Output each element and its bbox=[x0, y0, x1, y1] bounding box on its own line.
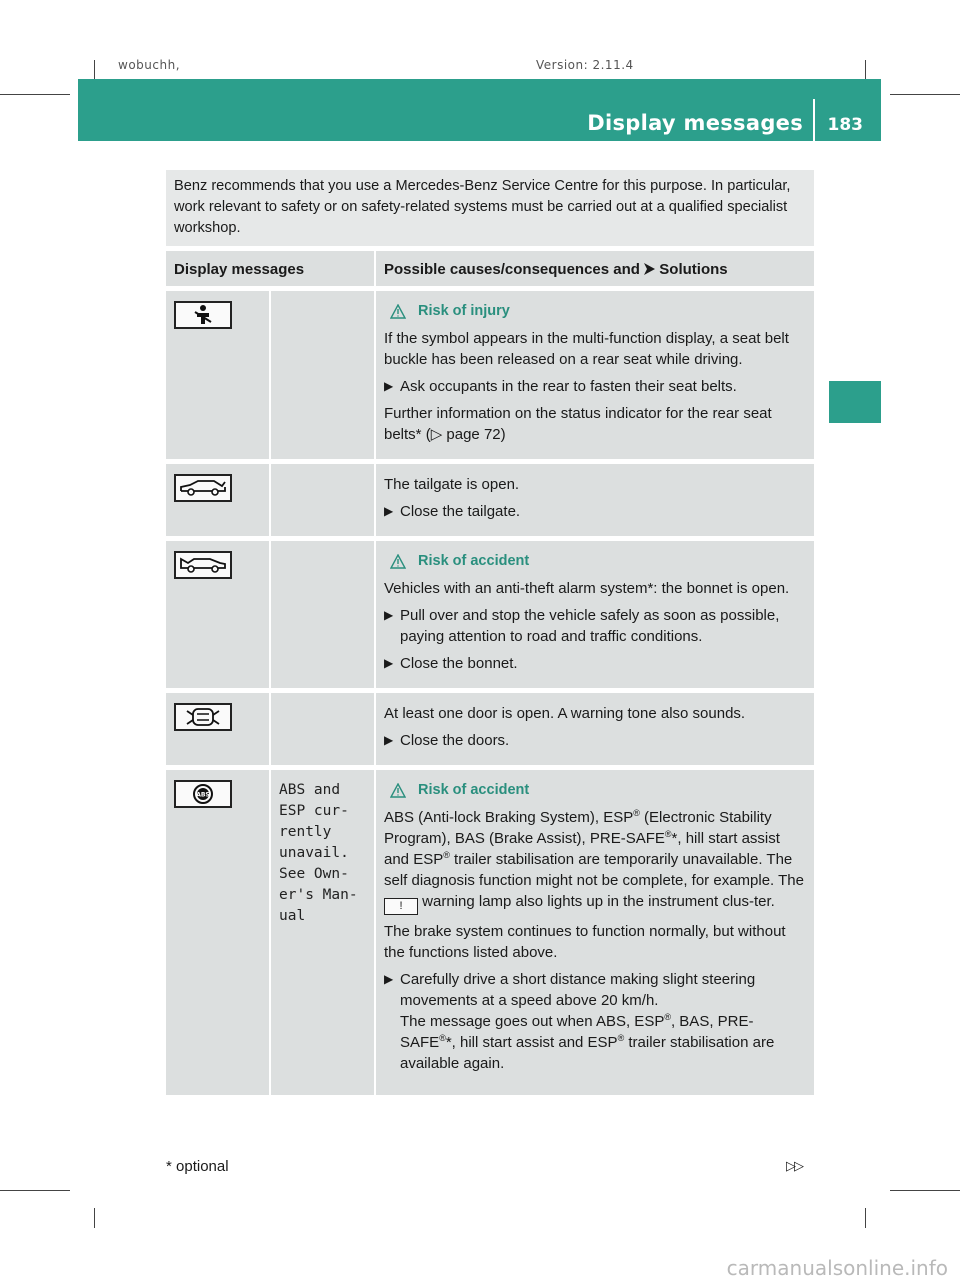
crop-mark bbox=[94, 60, 95, 80]
table-header-row bbox=[166, 251, 814, 286]
table-row: Risk of accident Vehicles with an anti-theft alarm system*: the bonnet is open. ▶ Pull over and stop the vehicle safely as soon as possible, paying attention to road and traffic conditions. ▶ Close the bonnet. bbox=[166, 541, 814, 688]
page-ref-arrow-icon: ▷ bbox=[430, 426, 443, 443]
crop-mark bbox=[94, 1208, 95, 1228]
continue-icon: ▷▷ bbox=[786, 1158, 802, 1173]
tailgate-open-icon bbox=[174, 474, 232, 502]
arrow-icon: ▶ bbox=[384, 504, 394, 518]
bonnet-open-icon bbox=[174, 551, 232, 579]
crop-mark bbox=[890, 1190, 960, 1191]
header-divider bbox=[813, 99, 815, 141]
crop-mark bbox=[865, 1208, 866, 1228]
arrow-icon: ▶ bbox=[384, 608, 394, 622]
crop-mark bbox=[0, 94, 70, 95]
arrow-icon: ▶ bbox=[384, 656, 394, 670]
col-display-messages: Display messages bbox=[166, 251, 376, 286]
warning-triangle-icon bbox=[390, 304, 406, 319]
watermark: carmanualsonline.info bbox=[726, 1256, 948, 1280]
page-header bbox=[78, 79, 881, 141]
seatbelt-icon bbox=[174, 301, 232, 329]
arrow-icon: ▶ bbox=[384, 733, 394, 747]
door-open-icon bbox=[174, 703, 232, 731]
table-row: Risk of injury If the symbol appears in the multi-function display, a seat belt buckle has been released on a rear seat while driving. ▶ Ask occupants in the rear to fasten their seat belts. Further information on the status indicator for the rear seat belts* (▷ page 72) bbox=[166, 291, 814, 459]
crop-mark bbox=[0, 1190, 70, 1191]
arrow-icon: ▶ bbox=[384, 379, 394, 393]
table-row: The tailgate is open. ▶ Close the tailgate. bbox=[166, 464, 814, 536]
svg-text:ABS: ABS bbox=[196, 791, 210, 799]
imprint-right: Version: 2.11.4 bbox=[536, 58, 634, 72]
display-messages-table bbox=[166, 251, 814, 1095]
warning-triangle-icon bbox=[390, 783, 406, 798]
intro-text: Benz recommends that you use a Mercedes-Benz Service Centre for this purpose. In particular, work relevant to safety or on safety-related systems must be carried out at a qualified specialist workshop. bbox=[166, 170, 814, 246]
warning-lamp-icon: ! bbox=[384, 898, 418, 915]
warning-triangle-icon bbox=[390, 554, 406, 569]
page-number: 183 bbox=[827, 115, 863, 135]
footnote: * optional bbox=[166, 1158, 229, 1175]
page-title: Display messages bbox=[587, 111, 803, 135]
display-message-text: ABS and ESP cur- rently unavail. See Own- er's Man- ual bbox=[271, 770, 376, 1095]
table-row: ABS ABS and ESP cur- rently unavail. See Own- er's Man- ual Risk of accident ABS (Anti-lock Braking System), ESP® (Electronic Stability Program), BAS (Brake Assist), PRE-SAFE®*, hill start assist and ESP® trailer stabilisation are temporarily unavailable. The self diagnosis function might not be complete, for example. The ! warning lamp also lights up in the instrument clus-ter. The brake system continues to function normally, but without the functions listed above. ▶ Carefully drive a short distance making slight steering movements at a speed above 20 km/h. The message goes out when ABS, ESP®, BAS, PRE-SAFE®*, hill start assist and ESP® trailer stabilisation are available again. bbox=[166, 770, 814, 1095]
arrow-icon bbox=[644, 263, 655, 275]
abs-icon bbox=[174, 780, 232, 808]
col-causes-solutions: Possible causes/consequences and Solutions bbox=[376, 251, 814, 286]
crop-mark bbox=[890, 94, 960, 95]
imprint-left: wobuchh, bbox=[118, 58, 181, 72]
arrow-icon: ▶ bbox=[384, 972, 394, 986]
section-tab bbox=[829, 381, 881, 423]
crop-mark bbox=[865, 60, 866, 80]
table-row: At least one door is open. A warning tone also sounds. ▶ Close the doors. bbox=[166, 693, 814, 765]
